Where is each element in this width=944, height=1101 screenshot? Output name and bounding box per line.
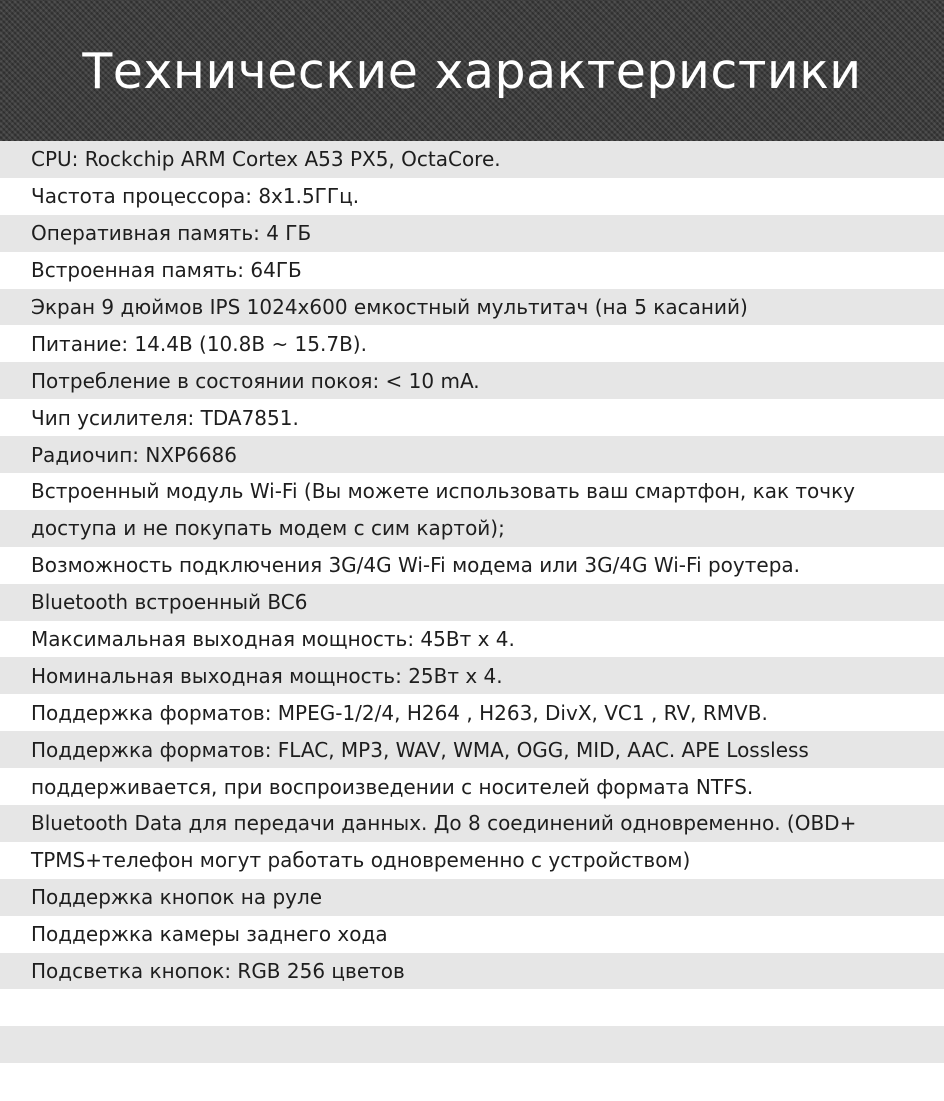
spec-row: Поддержка камеры заднего хода	[0, 916, 944, 953]
spec-row: Потребление в состоянии покоя: < 10 mA.	[0, 362, 944, 399]
spec-row: Номинальная выходная мощность: 25Вт х 4.	[0, 657, 944, 694]
spec-row: Возможность подключения 3G/4G Wi-Fi модема или 3G/4G Wi-Fi роутера.	[0, 547, 944, 584]
spec-row: Поддержка кнопок на руле	[0, 879, 944, 916]
spec-row-empty	[0, 989, 944, 1026]
spec-row: Встроенный модуль Wi-Fi (Вы можете использовать ваш смартфон, как точку	[0, 473, 944, 510]
spec-row: Встроенная память: 64ГБ	[0, 252, 944, 289]
spec-row: Экран 9 дюймов IPS 1024x600 емкостный мультитач (на 5 касаний)	[0, 289, 944, 326]
spec-row: Частота процессора: 8x1.5ГГц.	[0, 178, 944, 215]
spec-row: Радиочип: NXP6686	[0, 436, 944, 473]
spec-row-empty	[0, 1063, 944, 1100]
spec-row: Оперативная память: 4 ГБ	[0, 215, 944, 252]
spec-list	[0, 141, 944, 1100]
spec-row: CPU: Rockchip ARM Cortex A53 PX5, OctaCore.	[0, 141, 944, 178]
page-title: Технические характеристики	[82, 43, 862, 100]
spec-row: Bluetooth Data для передачи данных. До 8 соединений одновременно. (OBD+	[0, 805, 944, 842]
spec-row: Подсветка кнопок: RGB 256 цветов	[0, 953, 944, 990]
spec-row: Питание: 14.4В (10.8В ~ 15.7В).	[0, 325, 944, 362]
spec-row: поддерживается, при воспроизведении с носителей формата NTFS.	[0, 768, 944, 805]
spec-row-empty	[0, 1026, 944, 1063]
spec-row: Поддержка форматов: FLAC, MP3, WAV, WMA, OGG, MID, AAC. APE Lossless	[0, 731, 944, 768]
spec-row: TPMS+телефон могут работать одновременно с устройством)	[0, 842, 944, 879]
spec-row: доступа и не покупать модем с сим картой);	[0, 510, 944, 547]
spec-row: Bluetooth встроенный BC6	[0, 584, 944, 621]
header-banner	[0, 0, 944, 141]
spec-row: Чип усилителя: TDA7851.	[0, 399, 944, 436]
spec-row: Максимальная выходная мощность: 45Вт х 4.	[0, 621, 944, 658]
spec-row: Поддержка форматов: MPEG-1/2/4, H264 , H263, DivX, VC1 , RV, RMVB.	[0, 694, 944, 731]
